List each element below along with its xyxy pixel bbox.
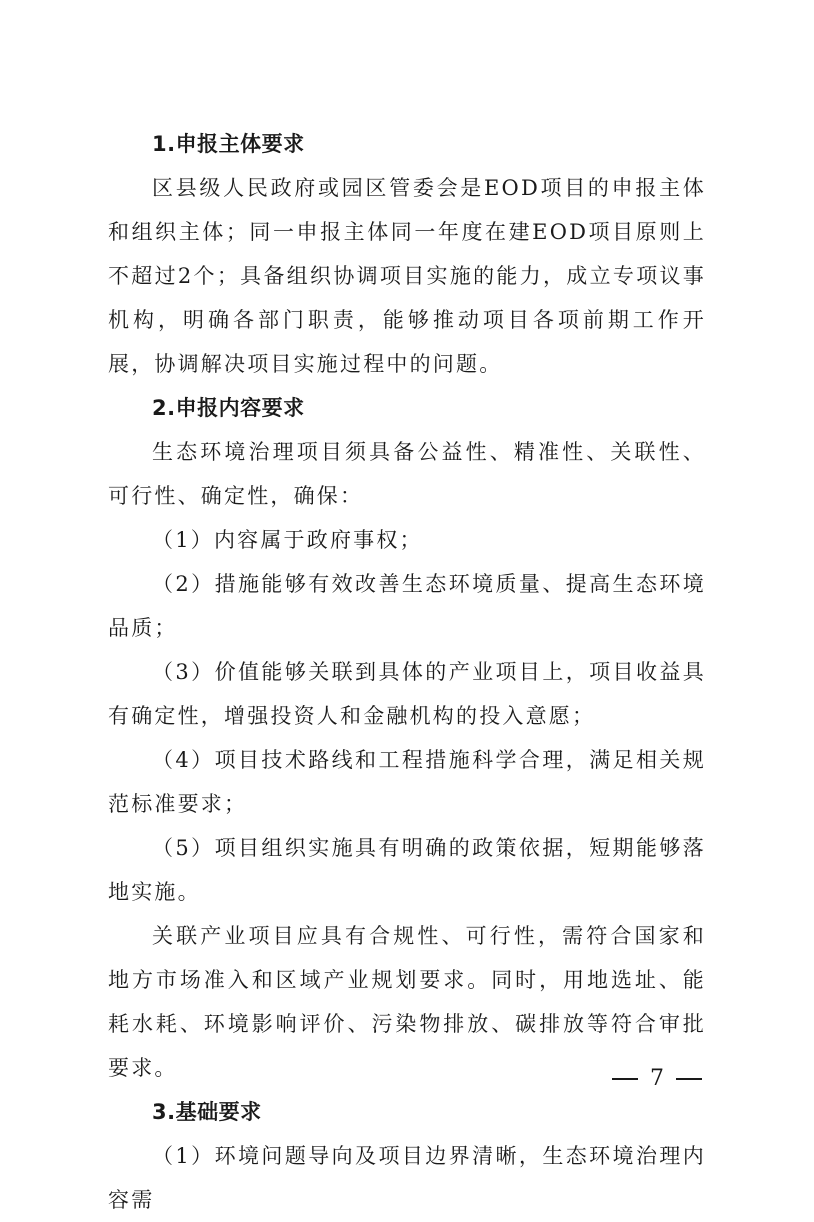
list-item: （3）价值能够关联到具体的产业项目上，项目收益具有确定性，增强投资人和金融机构的投入意愿； xyxy=(108,660,706,728)
paragraph: 区县级人民政府或园区管委会是EOD项目的申报主体和组织主体；同一申报主体同一年度在建EOD项目原则上不超过2个；具备组织协调项目实施的能力，成立专项议事机构，明确各部门职责，能够推动项目各项前期工作开展，协调解决项目实施过程中的问题。 xyxy=(108,176,706,376)
document-body xyxy=(108,122,706,1222)
list-item: （1）环境问题导向及项目边界清晰，生态环境治理内容需 xyxy=(108,1144,706,1212)
list-item: （1）内容属于政府事权； xyxy=(152,528,423,552)
dash-decoration xyxy=(676,1078,702,1080)
paragraph: 关联产业项目应具有合规性、可行性，需符合国家和地方市场准入和区域产业规划要求。同时，用地选址、能耗水耗、环境影响评价、污染物排放、碳排放等符合审批要求。 xyxy=(108,924,706,1080)
paragraph: 生态环境治理项目须具备公益性、精准性、关联性、可行性、确定性，确保： xyxy=(108,440,706,508)
list-item: （2）措施能够有效改善生态环境质量、提高生态环境品质； xyxy=(108,572,706,640)
section-heading-1: 1.申报主体要求 xyxy=(152,132,305,156)
page-number: 7 xyxy=(650,1066,664,1091)
list-item: （5）项目组织实施具有明确的政策依据，短期能够落地实施。 xyxy=(108,836,706,904)
page-footer xyxy=(612,1064,732,1094)
section-heading-3: 3.基础要求 xyxy=(152,1100,262,1124)
list-item: （4）项目技术路线和工程措施科学合理，满足相关规范标准要求； xyxy=(108,748,706,816)
dash-decoration xyxy=(612,1078,638,1080)
section-heading-2: 2.申报内容要求 xyxy=(152,396,305,420)
